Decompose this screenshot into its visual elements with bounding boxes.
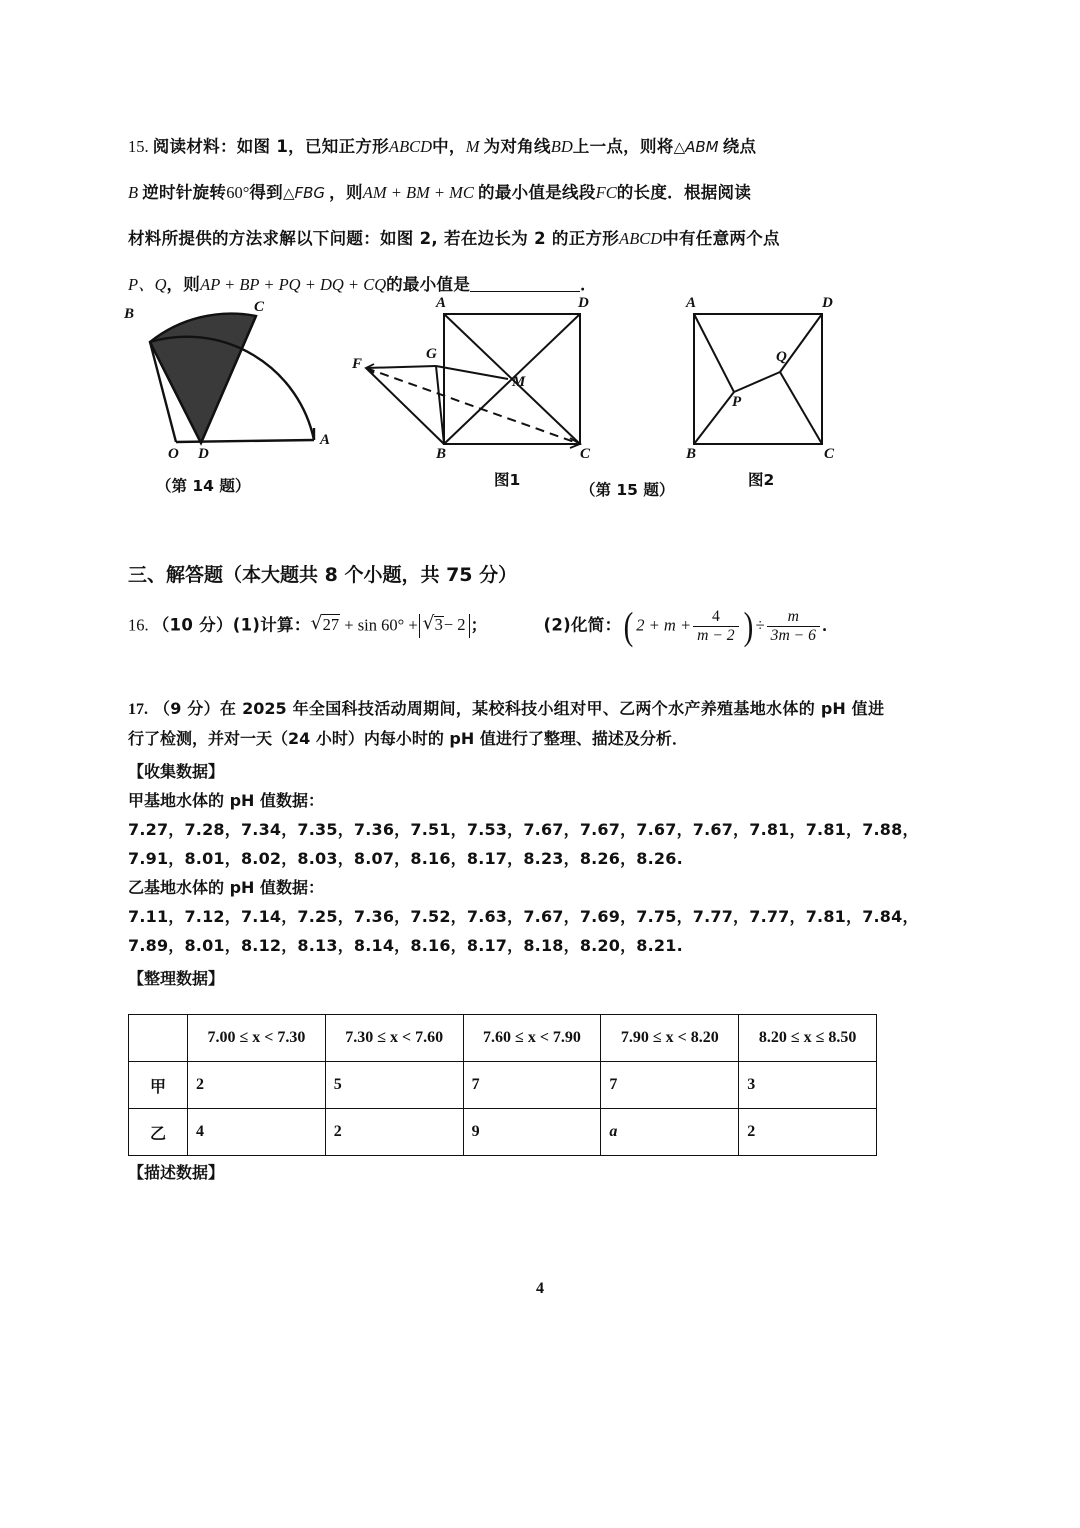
p15-text-2b: 得到 [249,183,283,202]
problem-16-part1-label: (1)计算： [232,615,311,635]
p15-text-1c: 为对角线 [483,137,551,156]
table-body [129,1062,877,1156]
figure-1-label-A: A [436,295,447,311]
figure-1 [352,295,636,489]
cell-jia-0: 2 [188,1062,326,1109]
figure-14-label-B: B [124,306,135,322]
figure-1-caption: 图1 [494,471,521,489]
square-abcd-2 [694,314,822,444]
figures-row [124,295,918,506]
sin-60: sin 60° [357,615,405,635]
p15-tri-fbg: △FBG [282,184,326,202]
figure-14-label-C: C [254,299,265,315]
figure-14 [124,296,348,495]
p15-fc: FC [595,183,617,202]
figure-15-group-caption: （第 15 题） [580,481,675,499]
plus-2: + [408,615,418,635]
p15-b-2: B [128,183,139,202]
figure-2-label-B: B [686,446,697,462]
segment-fc-dashed [366,368,580,444]
figure-2-label-P: P [732,394,742,410]
problem-17-stem: 在 2025 年全国科技活动周期间，某校科技小组对甲、乙两个水产养殖基地水体的 pH 值进行了检测，并对一天（24 小时）内每小时的 pH 值进行了整理、描述及分析． [128,699,884,748]
p15-text-3b: 中有任意两个点 [662,229,780,248]
table-head [129,1015,877,1062]
minus-2: − 2 [443,615,466,635]
cell-jia-3: 7 [601,1062,739,1109]
problem-17-score: （9 分） [153,699,220,718]
p15-bd: BD [550,137,573,156]
problem-15 [128,124,876,308]
shaded-sector [150,314,256,443]
p16-lead: 2 + m + [636,615,692,635]
cell-jia-4: 3 [739,1062,877,1109]
p15-text-1d: 上一点，则将 [572,137,674,156]
figure-1-label-G: G [426,346,437,362]
segment-pq [734,372,780,392]
figure-1-svg [356,296,636,466]
figure-1-label-B: B [436,446,447,462]
table-header-3: 7.90 ≤ x < 8.20 [601,1015,739,1062]
table-row [129,1109,877,1156]
figure-2 [580,295,876,499]
cell-yi-4: 2 [739,1109,877,1156]
answer-blank[interactable] [470,276,580,292]
segment-gm [436,366,508,379]
yi-data-row-2: 7.89，8.01，8.12，8.13，8.14，8.16，8.17，8.18，8.20，8.21. [128,936,683,955]
cell-yi-3: a [601,1109,739,1156]
table-header-0: 7.00 ≤ x < 7.30 [188,1015,326,1062]
p15-text-4b: 的最小值是 [386,275,471,294]
cell-yi-1: 2 [325,1109,463,1156]
figure-14-label-D: D [198,446,209,462]
table-header-row [129,1015,877,1062]
tag-describe-data: 【描述数据】 [128,1163,225,1182]
sqrt-27: √ 27 [311,614,341,635]
figure-14-svg [128,296,348,466]
fraction-m-over-3m-minus-6: $\frac{m}{3m - 6}$ [767,608,820,645]
page-number: 4 [536,1280,544,1297]
problem-15-number: 15. [128,137,149,156]
p15-text-4a: ，则 [166,275,201,294]
cell-yi-2: 9 [463,1109,601,1156]
cell-jia-1: 5 [325,1062,463,1109]
p15-text-2e: 的长度．根据阅读 [616,183,752,202]
base-oa [176,440,314,442]
figure-2-label-A: A [686,295,697,311]
problem-16 [128,604,888,648]
figure-2-svg [676,296,876,466]
p16-period: ． [821,615,839,635]
p15-text-1a: 阅读材料：如图 1，已知正方形 [152,137,389,156]
left-paren: ( [623,604,634,648]
problem-17 [128,694,919,993]
p15-m: M [465,137,480,156]
problem-16-score: （10 分） [152,615,233,635]
problem-16-number: 16. [128,615,149,635]
problem-16-part2-label: (2)化简： [543,615,622,635]
figure-2-label-D: D [822,295,833,311]
divide-sign: ÷ [755,615,765,635]
row-label-yi: 乙 [129,1109,188,1156]
figure-1-label-F: F [352,356,363,372]
table-corner-cell [129,1015,188,1062]
figure-2-caption: 图2 [748,471,775,489]
p15-expr-4: AP + BP + PQ + DQ + CQ [200,275,387,294]
jia-data-row-2: 7.91，8.01，8.02，8.03，8.07，8.16，8.17，8.23，8.26，8.26. [128,849,683,868]
right-paren: ) [743,604,753,648]
figure-2-label-C: C [824,446,835,462]
p15-text-1b: 中， [432,137,466,156]
table-header-4: 8.20 ≤ x ≤ 8.50 [739,1015,877,1062]
p15-tri-abm: △ABM [673,138,719,156]
table-header-2: 7.60 ≤ x < 7.90 [463,1015,601,1062]
p15-text-2c: ，则 [329,183,363,202]
table-row [129,1062,877,1109]
p15-period: ． [580,275,597,294]
section-3-heading: 三、解答题（本大题共 8 个小题，共 75 分） [128,564,518,586]
abs-value [419,614,470,638]
figure-1-label-M: M [512,374,526,390]
segment-qc [780,372,822,444]
segment-fg [366,366,436,368]
problem-17-body [128,694,884,753]
yi-label: 乙基地水体的 pH 值数据： [128,878,324,897]
segment-ap [694,314,734,392]
p15-text-1e: 绕点 [722,137,757,156]
p16-semicolon: ； [470,615,488,635]
figure-14-label-A: A [320,432,331,448]
jia-label: 甲基地水体的 pH 值数据： [128,791,324,810]
tag-organize-data: 【整理数据】 [128,969,225,988]
segment-gb [436,366,444,444]
segment-fb [366,368,444,444]
problem-17-number: 17. [128,701,148,718]
tag-collect-data: 【收集数据】 [128,762,225,781]
figure-14-caption: （第 14 题） [156,477,251,495]
cell-jia-2: 7 [463,1062,601,1109]
p15-text-2a: 逆时针旋转 [142,183,227,202]
p15-text-3a: 材料所提供的方法求解以下问题：如图 2, 若在边长为 2 的正方形 [128,229,620,248]
problem-15-line-3 [128,216,876,262]
p15-abcd-3: ABCD [619,229,663,248]
frequency-table [128,1014,877,1156]
figure-1-label-C: C [580,446,591,462]
segment-bp [694,392,734,444]
jia-data-row-1: 7.27，7.28，7.34，7.35，7.36，7.51，7.53，7.67，7.67，7.67，7.67，7.81，7.81，7.88， [128,820,919,839]
figure-1-label-D: D [578,295,589,311]
plus-1: + [344,615,354,635]
figure-14-label-O: O [168,446,179,462]
p15-text-2d: 的最小值是线段 [478,183,596,202]
p15-expr-2: AM + BM + MC [362,183,474,202]
figure-2-label-Q: Q [776,349,787,365]
cell-yi-0: 4 [188,1109,326,1156]
fraction-4-over-m-minus-2: $\frac{4}{m - 2}$ [693,608,739,645]
yi-data-row-1: 7.11，7.12，7.14，7.25，7.36，7.52，7.63，7.67，7.69，7.75，7.77，7.77，7.81，7.84， [128,907,919,926]
p15-pq: P、Q [128,275,167,294]
p15-deg: 60° [226,183,250,202]
problem-15-line-2 [128,170,876,216]
problem-15-line-1 [128,124,876,170]
table-header-1: 7.30 ≤ x < 7.60 [325,1015,463,1062]
row-label-jia: 甲 [129,1062,188,1109]
p15-abcd-1: ABCD [388,137,433,156]
sqrt-3: √ 3 [423,616,444,634]
